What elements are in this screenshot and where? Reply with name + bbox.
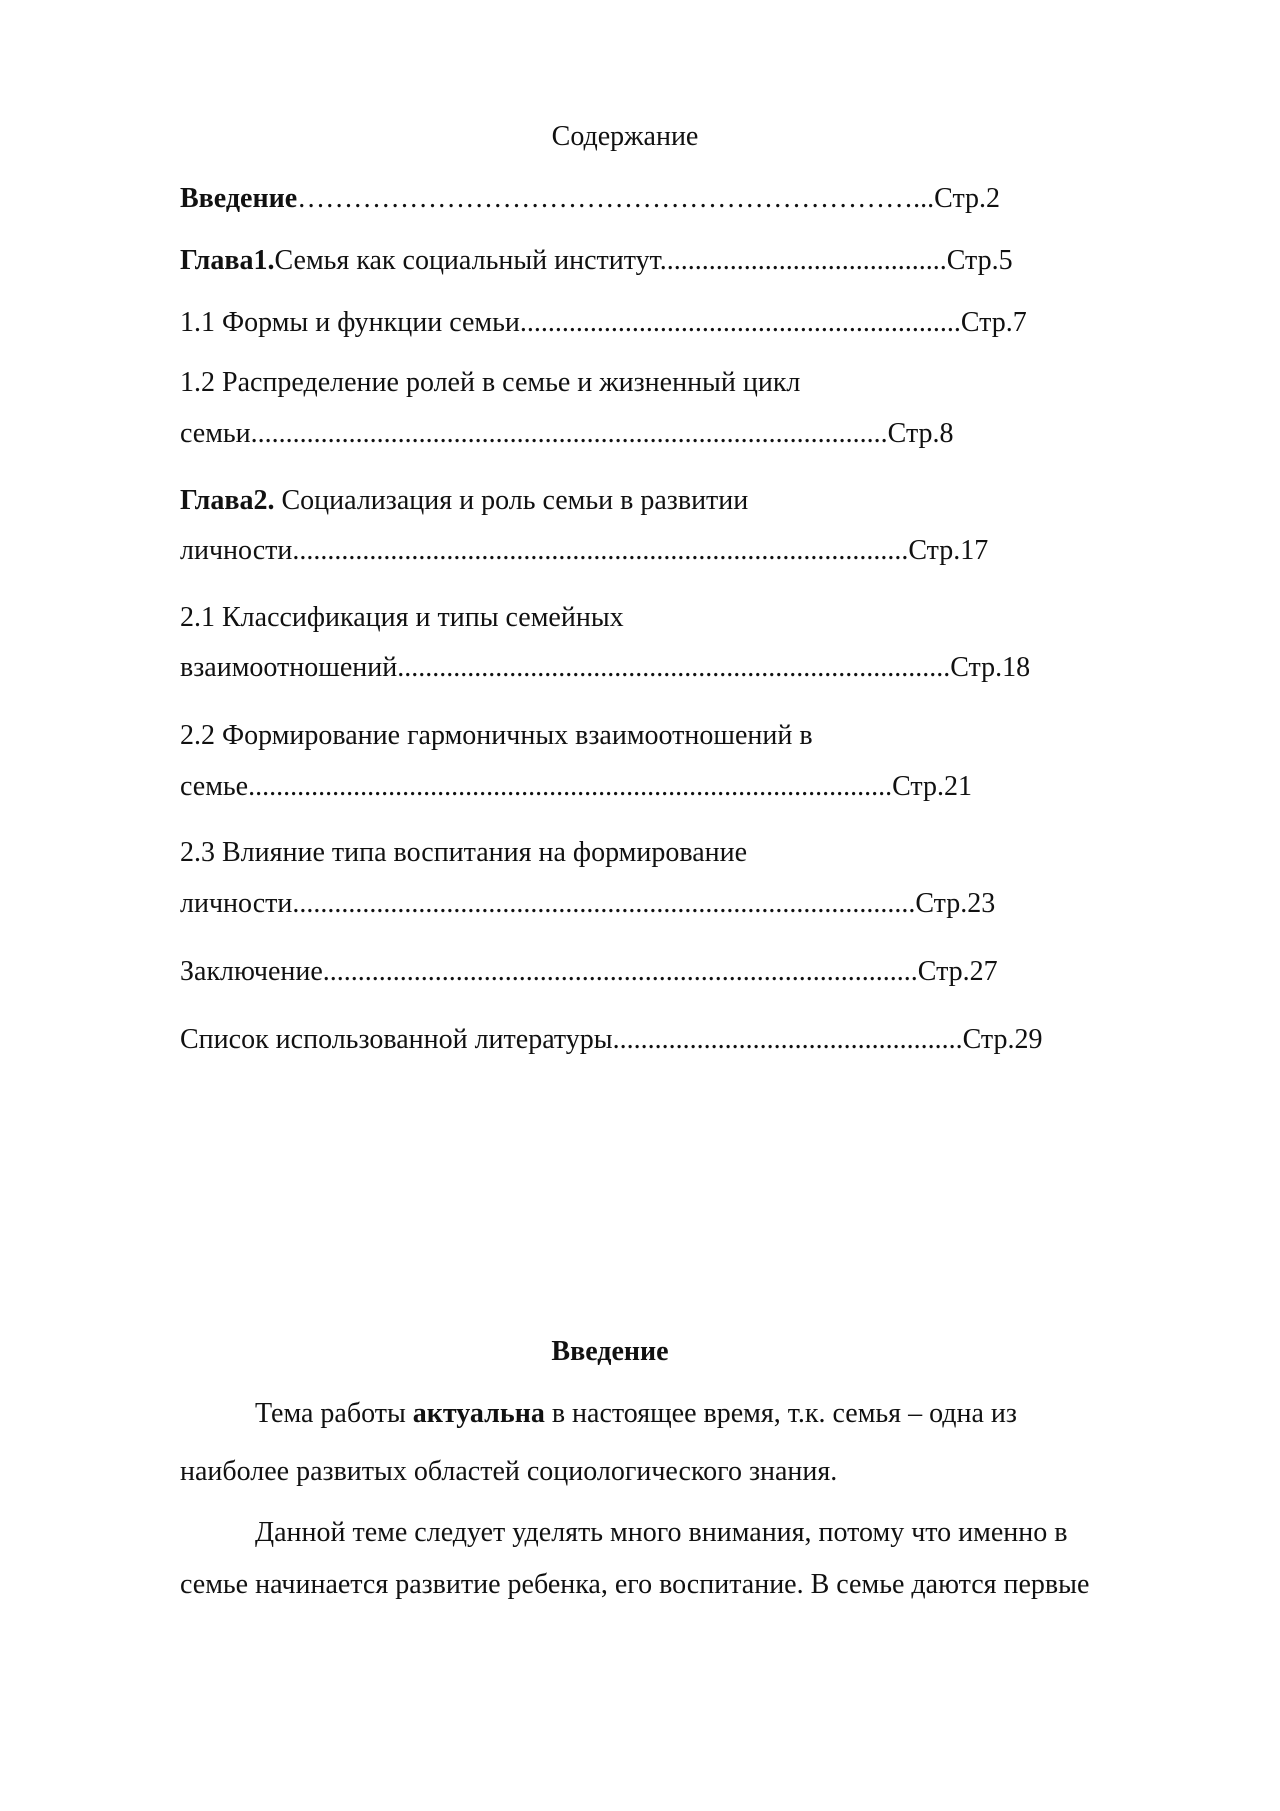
toc-entry-chapter-2-line2[interactable] — [180, 534, 988, 568]
toc-page-ref: Стр.8 — [887, 418, 954, 449]
toc-entry-text: семье — [180, 771, 249, 802]
toc-entry-text: Социализация и роль семьи в развитии — [274, 485, 749, 516]
toc-page-ref: Стр.5 — [946, 245, 1013, 276]
intro-paragraph-2-line2: семье начинается развитие ребенка, его воспитание. В семье даются первые — [180, 1569, 1090, 1600]
toc-page-ref: Стр.18 — [950, 652, 1031, 683]
toc-entry-conclusion[interactable] — [180, 955, 998, 989]
intro-paragraph-1-line2: наиболее развитых областей социологического знания. — [180, 1456, 838, 1487]
toc-entry-text: 2.1 Классификация и типы семейных — [180, 602, 624, 633]
toc-entry-2-2-line1[interactable] — [180, 719, 813, 753]
toc-entry-label: Введение — [180, 183, 298, 214]
toc-entry-2-3-line2[interactable] — [180, 887, 995, 921]
toc-entry-literature[interactable] — [180, 1023, 1042, 1057]
toc-entry-2-1-line1[interactable] — [180, 601, 624, 635]
toc-page-ref: Стр.29 — [962, 1024, 1043, 1055]
intro-paragraph-1-line1 — [255, 1397, 1017, 1431]
toc-entry-2-2-line2[interactable] — [180, 770, 972, 804]
toc-entry-2-1-line2[interactable] — [180, 651, 1030, 685]
toc-entry-text: 2.2 Формирование гармоничных взаимоотношений в — [180, 720, 813, 751]
toc-dots: .................................................. — [612, 1024, 963, 1055]
toc-entry-label: Глава2. — [180, 485, 275, 516]
toc-dots: ......................................................................................... — [292, 888, 916, 919]
toc-page-ref: Стр.2 — [934, 183, 1001, 214]
intro-text: Тема работы — [255, 1398, 413, 1429]
toc-entry-chapter-2-line1[interactable] — [180, 484, 748, 518]
toc-page-ref: Стр.7 — [960, 307, 1027, 338]
toc-dots: ............................................................................................ — [248, 771, 893, 802]
toc-entry-text: семьи — [180, 418, 251, 449]
toc-entry-text: 2.3 Влияние типа воспитания на формирование — [180, 837, 748, 868]
toc-page-ref: Стр.27 — [917, 956, 998, 987]
toc-entry-2-3-line1[interactable] — [180, 836, 747, 870]
toc-entry-text: Заключение — [180, 956, 323, 987]
intro-text: в настоящее время, т.к. семья – одна из — [544, 1398, 1017, 1429]
toc-entry-text: личности — [180, 535, 293, 566]
toc-entry-chapter-1[interactable] — [180, 244, 1013, 278]
intro-bold-text: актуальна — [412, 1398, 545, 1429]
toc-entry-1-1[interactable] — [180, 306, 1027, 340]
toc-dots: ......................................... — [659, 245, 947, 276]
toc-entry-1-2-line1[interactable] — [180, 366, 800, 400]
toc-page-ref: Стр.17 — [908, 535, 989, 566]
toc-dots: ........................................................................................... — [250, 418, 888, 449]
intro-paragraph-2-line1: Данной теме следует уделять много внимания, потому что именно в — [255, 1517, 1068, 1548]
toc-entry-label: Глава1. — [180, 245, 275, 276]
toc-entry-text: Семья как социальный институт — [274, 245, 660, 276]
toc-entry-text: 1.1 Формы и функции семьи — [180, 307, 520, 338]
toc-dots: ..................................................................................... — [322, 956, 918, 987]
introduction-heading: Введение — [551, 1336, 669, 1367]
toc-dots: ........................................................................................ — [292, 535, 909, 566]
toc-title: Содержание — [551, 121, 699, 152]
toc-entry-text: взаимоотношений — [180, 652, 398, 683]
toc-entry-text: 1.2 Распределение ролей в семье и жизненный цикл — [180, 367, 801, 398]
toc-page-ref: Стр.23 — [915, 888, 996, 919]
toc-entry-text: Список использованной литературы — [180, 1024, 613, 1055]
toc-dots: …………………………………………………………... — [297, 183, 935, 214]
toc-entry-text: личности — [180, 888, 293, 919]
toc-entry-introduction[interactable] — [180, 182, 1000, 216]
toc-dots: ............................................................................... — [397, 652, 951, 683]
toc-dots: ............................................................... — [519, 307, 961, 338]
toc-entry-1-2-line2[interactable] — [180, 417, 954, 451]
toc-page-ref: Стр.21 — [892, 771, 973, 802]
